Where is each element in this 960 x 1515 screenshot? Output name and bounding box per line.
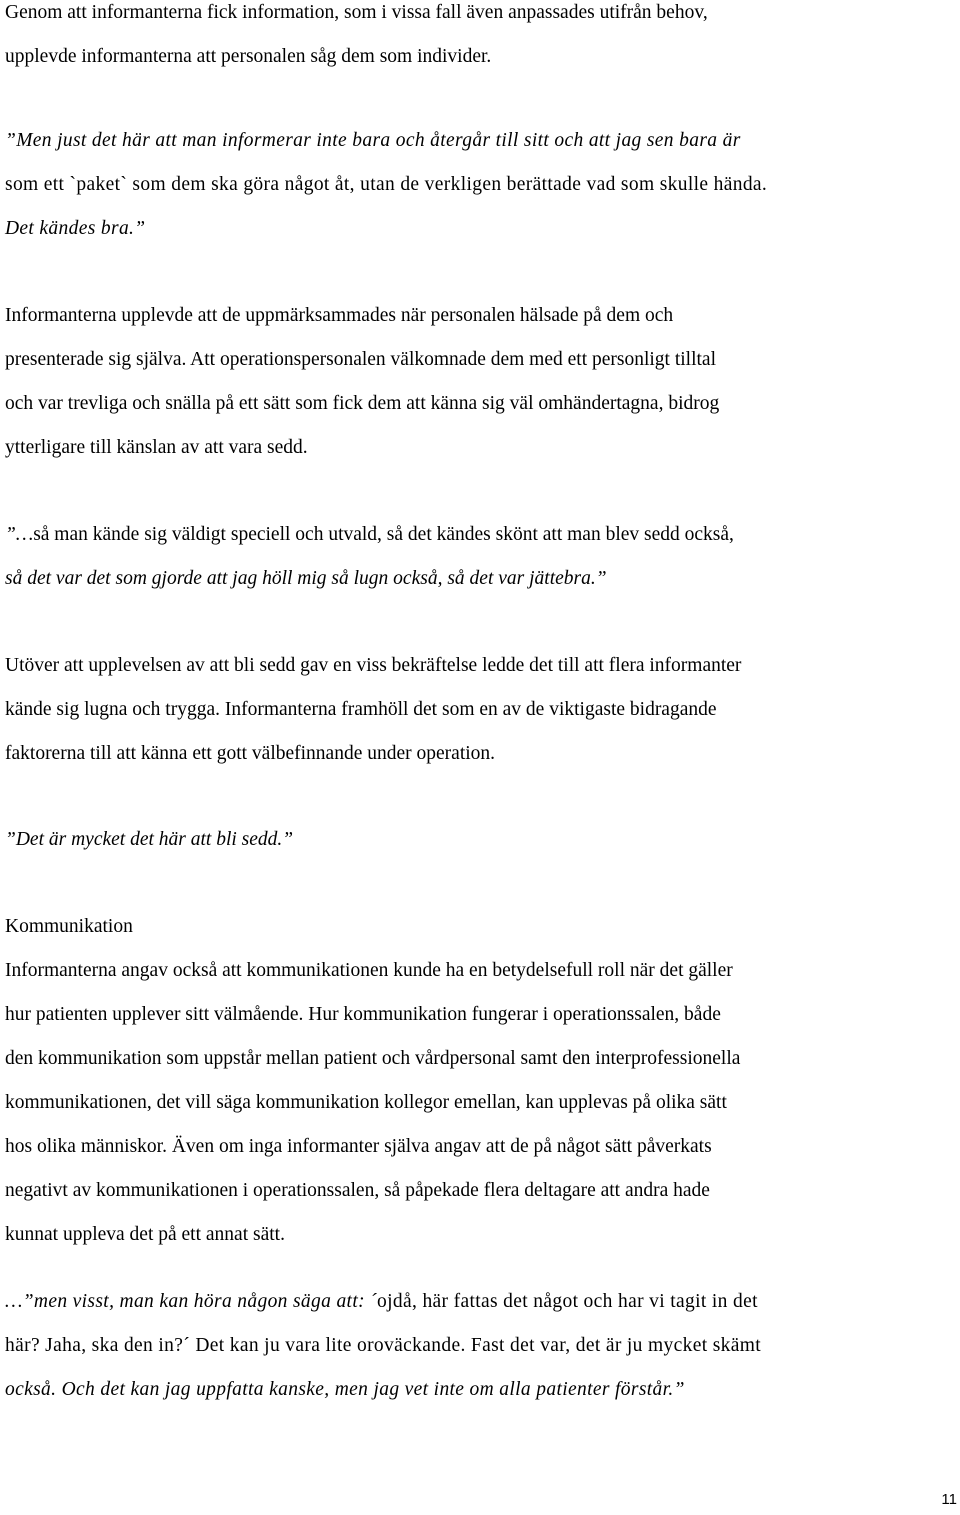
text-line: kunnat uppleva det på ett annat sätt.	[5, 1224, 285, 1245]
quote-line: här? Jaha, ska den in?´ Det kan ju vara lite oroväckande. Fast det var, det är ju mycket skämt	[5, 1335, 762, 1356]
quote-line	[5, 1280, 960, 1324]
paragraph-greeting	[5, 294, 960, 470]
quote-text: ojdå, här fattas det något och har vi tagit in det	[377, 1291, 758, 1312]
paragraph-communication	[5, 949, 960, 1257]
quote-sedd	[5, 818, 960, 862]
text-line: negativt av kommunikationen i operationssalen, så påpekade flera deltagare att andra hade	[5, 1180, 710, 1201]
quote-line-italic: Det kändes bra.”	[5, 218, 146, 239]
page-number: 11	[941, 1491, 957, 1508]
text-line: Informanterna angav också att kommunikationen kunde ha en betydelsefull roll när det gäller	[5, 960, 733, 981]
quote-text: så man kände sig väldigt speciell och utvald, så det kändes skönt att man blev sedd också,	[33, 524, 734, 545]
text-line: upplevde informanterna att personalen såg dem som individer.	[5, 46, 492, 67]
quote-line	[5, 513, 960, 557]
text-line: hur patienten upplever sitt välmående. Hur kommunikation fungerar i operationssalen, både	[5, 1004, 721, 1025]
paragraph-confirmation	[5, 644, 960, 776]
quote-mark: ”…	[5, 524, 34, 545]
text-line: hos olika människor. Även om inga informanter själva angav att de på något sätt påverkats	[5, 1136, 712, 1157]
text-line: kommunikationen, det vill säga kommunikation kollegor emellan, kan upplevas på olika sätt	[5, 1092, 727, 1113]
quote-line-italic: också. Och det kan jag uppfatta kanske, men jag vet inte om alla patienter förstår.”	[5, 1379, 685, 1400]
text-line: Informanterna upplevde att de uppmärksammades när personalen hälsade på dem och	[5, 305, 674, 326]
quote-ojda	[5, 1280, 960, 1412]
quote-line-italic: så det var det som gjorde att jag höll mig så lugn också, så det var jättebra.”	[5, 568, 607, 589]
quote-paket	[5, 119, 960, 251]
text-line: presenterade sig själva. Att operationspersonalen välkomnade dem med ett personligt tilltal	[5, 349, 717, 370]
text-line: Utöver att upplevelsen av att bli sedd gav en viss bekräftelse ledde det till att flera informanter	[5, 655, 742, 676]
section-heading	[5, 905, 960, 949]
quote-line-italic: ”Det är mycket det här att bli sedd.”	[5, 829, 294, 850]
text-line: Genom att informanterna fick information, som i vissa fall även anpassades utifrån behov,	[5, 2, 708, 23]
text-line: faktorerna till att känna ett gott välbefinnande under operation.	[5, 743, 496, 764]
paragraph-intro	[5, 0, 960, 79]
text-line: den kommunikation som uppstår mellan patient och vårdpersonal samt den interprofessionella	[5, 1048, 741, 1069]
quote-line: ”Men just det här att man informerar inte bara och återgår till sitt och att jag sen bara är	[5, 130, 741, 151]
text-line: kände sig lugna och trygga. Informanterna framhöll det som en av de viktigaste bidragande	[5, 699, 717, 720]
heading-kommunikation: Kommunikation	[5, 916, 133, 937]
quote-speciell	[5, 513, 960, 601]
text-line: ytterligare till känslan av att vara sedd.	[5, 437, 308, 458]
quote-italic-part: …”men visst, man kan höra någon säga att: ´	[5, 1291, 378, 1312]
quote-line: som ett `paket` som dem ska göra något åt, utan de verkligen berättade vad som skulle hända.	[5, 174, 768, 195]
text-line: och var trevliga och snälla på ett sätt som fick dem att känna sig väl omhändertagna, bidrog	[5, 393, 720, 414]
